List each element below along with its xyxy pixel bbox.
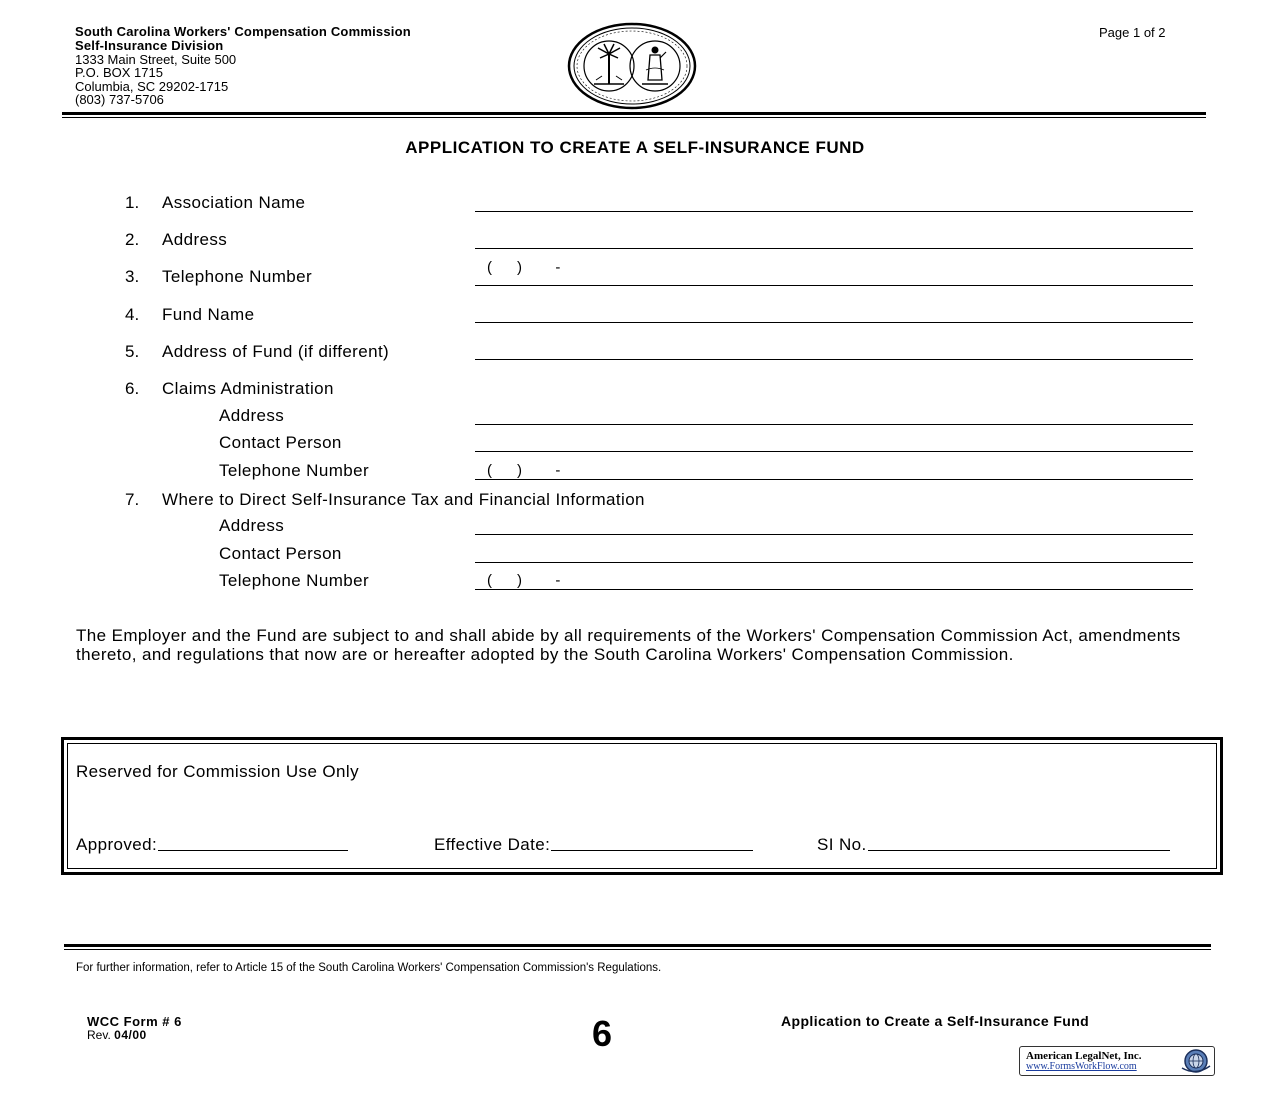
- vendor-url[interactable]: www.FormsWorkFlow.com: [1026, 1061, 1137, 1072]
- footer-rule-thick: [64, 944, 1211, 947]
- revision-label: Rev.: [87, 1028, 111, 1042]
- form-big-number: 6: [592, 1013, 613, 1054]
- address-city: Columbia, SC 29202-1715: [75, 79, 229, 94]
- form-title: APPLICATION TO CREATE A SELF-INSURANCE FUND: [405, 138, 865, 157]
- si-no-line[interactable]: [868, 850, 1170, 851]
- address-field[interactable]: [475, 248, 1193, 249]
- state-seal-icon: [566, 22, 698, 110]
- fund-address-field[interactable]: [475, 359, 1193, 360]
- footer-form-title: Application to Create a Self-Insurance Fund: [781, 1013, 1090, 1029]
- field-2-number: 2.: [125, 230, 140, 249]
- fund-name-field[interactable]: [475, 322, 1193, 323]
- si-no-field[interactable]: [817, 835, 1170, 855]
- telephone-field[interactable]: [475, 285, 1193, 286]
- header-rule-thick: [62, 112, 1206, 115]
- field-1-number: 1.: [125, 193, 140, 212]
- tax-info-label: Where to Direct Self-Insurance Tax and Financial Information: [162, 490, 645, 509]
- claims-admin-label: Claims Administration: [162, 379, 334, 398]
- approved-line[interactable]: [158, 850, 348, 851]
- effective-date-line[interactable]: [551, 850, 753, 851]
- revision-value: 04/00: [114, 1028, 147, 1042]
- claims-telephone-label: Telephone Number: [219, 461, 370, 480]
- tax-contact-field[interactable]: [475, 562, 1193, 563]
- globe-logo-icon: [1178, 1048, 1212, 1074]
- approved-label: Approved:: [76, 835, 158, 854]
- association-name-label: Association Name: [162, 193, 306, 212]
- reserved-box: [61, 737, 1223, 875]
- fund-name-label: Fund Name: [162, 305, 255, 324]
- approved-field[interactable]: [76, 835, 348, 855]
- address-pobox: P.O. BOX 1715: [75, 65, 163, 80]
- si-no-label: SI No.: [817, 835, 867, 854]
- claims-telephone-field[interactable]: [475, 479, 1193, 480]
- header-phone: (803) 737-5706: [75, 92, 164, 107]
- field-7-number: 7.: [125, 490, 140, 509]
- reserved-heading: Reserved for Commission Use Only: [76, 762, 359, 781]
- telephone-template: ( ) -: [487, 259, 561, 276]
- claims-contact-field[interactable]: [475, 451, 1193, 452]
- page-number: Page 1 of 2: [1099, 25, 1166, 40]
- tax-address-label: Address: [219, 516, 285, 535]
- field-6-number: 6.: [125, 379, 140, 398]
- division-name: Self-Insurance Division: [75, 38, 224, 53]
- vendor-name: American LegalNet, Inc.: [1026, 1050, 1142, 1062]
- footer-note: For further information, refer to Article 15 of the South Carolina Workers' Compensation Commission's Regulations.: [76, 962, 662, 974]
- claims-telephone-template: ( ) -: [487, 462, 561, 479]
- claims-contact-label: Contact Person: [219, 433, 342, 452]
- field-4-number: 4.: [125, 305, 140, 324]
- tax-contact-label: Contact Person: [219, 544, 342, 563]
- vendor-logo[interactable]: [1019, 1046, 1215, 1076]
- org-name: South Carolina Workers' Compensation Commission: [75, 24, 411, 39]
- compliance-paragraph: The Employer and the Fund are subject to and shall abide by all requirements of the Workers' Compensation Commission Act, amendments thereto, and regulations that now are or hereafter adopted by the South Carolina Workers' Compensation Commission.: [76, 626, 1181, 664]
- field-3-number: 3.: [125, 267, 140, 286]
- tax-telephone-field[interactable]: [475, 589, 1193, 590]
- revision: [87, 1028, 147, 1042]
- effective-date-field[interactable]: [434, 835, 753, 855]
- tax-telephone-template: ( ) -: [487, 572, 561, 589]
- tax-address-field[interactable]: [475, 534, 1193, 535]
- telephone-label: Telephone Number: [162, 267, 313, 286]
- tax-telephone-label: Telephone Number: [219, 571, 370, 590]
- effective-date-label: Effective Date:: [434, 835, 551, 854]
- association-name-field[interactable]: [475, 211, 1193, 212]
- claims-address-field[interactable]: [475, 424, 1193, 425]
- address-label: Address: [162, 230, 228, 249]
- claims-address-label: Address: [219, 406, 285, 425]
- header-rule-thin: [62, 117, 1206, 118]
- fund-address-label: Address of Fund (if different): [162, 342, 390, 361]
- address-street: 1333 Main Street, Suite 500: [75, 52, 237, 67]
- form-number: WCC Form # 6: [87, 1014, 182, 1029]
- field-5-number: 5.: [125, 342, 140, 361]
- footer-rule-thin: [64, 949, 1211, 950]
